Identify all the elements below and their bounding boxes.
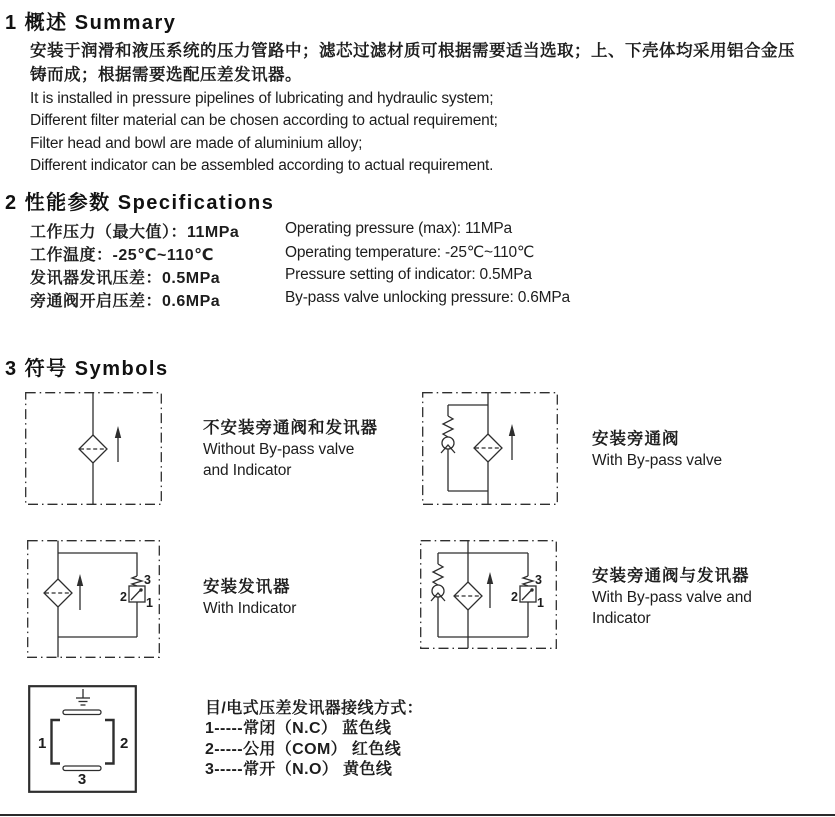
spec-label-zh: 工作压力（最大值）：11MPa (30, 224, 240, 241)
switch-port-label-2: 2 (120, 590, 127, 604)
symbol-label-1 (203, 417, 378, 481)
flow-arrow-head (487, 572, 493, 584)
terminal-pad-top (63, 710, 101, 715)
diagram-filter-bypass-indicator (420, 540, 557, 650)
symbol-label-zh: 安装旁通阀与发讯器 (592, 567, 750, 585)
spring-icon (433, 564, 443, 585)
symbol-label-en: With Indicator (203, 600, 297, 617)
symbol-label-zh: 安装旁通阀 (592, 430, 680, 448)
summary-zh-line-2: 铸而成；根据需要选配压差发讯器。 (30, 66, 302, 84)
switch-port-label-2: 2 (511, 590, 518, 604)
specifications-title: 2 性能参数 Specifications (5, 192, 275, 214)
switch-port-label-3: 3 (144, 573, 151, 587)
diagram-filter-basic (25, 392, 162, 505)
symbol-label-zh: 安装发讯器 (203, 578, 291, 596)
summary-zh-line-1: 安装于润滑和液压系统的压力管路中；滤芯过滤材质可根据需要适当选取；上、下壳体均采用铝合金压 (30, 42, 795, 60)
dashdot-frame (28, 541, 160, 658)
spec-label-zh: 旁通阀开启压差：0.6MPa (30, 293, 221, 310)
spec-label-zh: 工作温度：-25℃~110℃ (30, 247, 215, 264)
spec-value-en: By-pass valve unlocking pressure: 0.6MPa (285, 289, 570, 306)
connector-port-label-2: 2 (120, 735, 129, 752)
symbol-label-en: Indicator (592, 609, 651, 627)
spec-value-en: Operating temperature: -25℃~110℃ (285, 244, 535, 261)
symbol-label-en: With By-pass valve (592, 452, 722, 469)
switch-port-label-3: 3 (535, 573, 542, 587)
wiring-title: 目/电式压差发讯器接线方式： (205, 700, 424, 717)
switch-contact-dot (530, 588, 533, 591)
symbols-title: 3 符号 Symbols (5, 358, 169, 380)
bracket-contact-right (105, 720, 114, 764)
summary-en-line-2: Different filter material can be chosen according to actual requirement; (30, 112, 498, 130)
connector-port-label-3: 3 (77, 771, 87, 788)
connector-port-label-1: 1 (38, 735, 47, 752)
page-bottom-rule (0, 814, 835, 816)
diagram-filter-indicator (27, 540, 160, 659)
flow-arrow-head (509, 424, 515, 436)
wiring-line-3: 3-----常开（N.O） 黄色线 (205, 760, 393, 778)
bracket-contact-left (52, 720, 61, 764)
flow-arrow-head (115, 426, 121, 438)
symbol-label-en: With By-pass valve and (592, 589, 752, 606)
wiring-line-2: 2-----公用（COM） 红色线 (205, 740, 402, 758)
switch-contact-dot (139, 588, 142, 591)
symbol-label-4 (592, 565, 752, 629)
switch-port-label-1: 1 (146, 596, 153, 610)
flow-arrow-head (77, 574, 83, 586)
wiring-line-1: 1-----常闭（N.C） 蓝色线 (205, 720, 392, 738)
summary-title: 1 概述 Summary (5, 12, 177, 34)
spec-value-en: Operating pressure (max): 11MPa (285, 220, 512, 237)
summary-en-line-4: Different indicator can be assembled according to actual requirement. (30, 156, 494, 174)
summary-en-line-1: It is installed in pressure pipelines of lubricating and hydraulic system; (30, 90, 494, 107)
check-valve-icon (442, 437, 454, 449)
spring-icon (132, 576, 142, 586)
summary-en-line-3: Filter head and bowl are made of aluminium alloy; (30, 134, 363, 152)
spec-value-en: Pressure setting of indicator: 0.5MPa (285, 266, 532, 283)
indicator-branch-line (58, 553, 137, 576)
spec-label-zh: 发讯器发讯压差：0.5MPa (30, 270, 221, 287)
symbol-label-3 (203, 576, 296, 620)
symbol-label-en: Without By-pass valve (203, 441, 355, 458)
terminal-pad-bottom (63, 766, 101, 771)
connector-diagram (28, 685, 137, 793)
symbol-label-2 (592, 428, 722, 472)
check-valve-icon (432, 585, 444, 597)
spring-icon (523, 576, 533, 586)
symbol-label-zh: 不安装旁通阀和发讯器 (203, 419, 378, 437)
wiring-notes (205, 699, 423, 780)
switch-port-label-1: 1 (537, 596, 544, 610)
switch-contact (131, 591, 140, 601)
symbol-label-en: and Indicator (203, 461, 292, 479)
summary-paragraph-en (30, 88, 820, 177)
switch-contact (522, 591, 531, 601)
summary-paragraph-zh (30, 39, 820, 87)
diagram-filter-bypass (422, 392, 558, 505)
spring-icon (443, 416, 453, 437)
